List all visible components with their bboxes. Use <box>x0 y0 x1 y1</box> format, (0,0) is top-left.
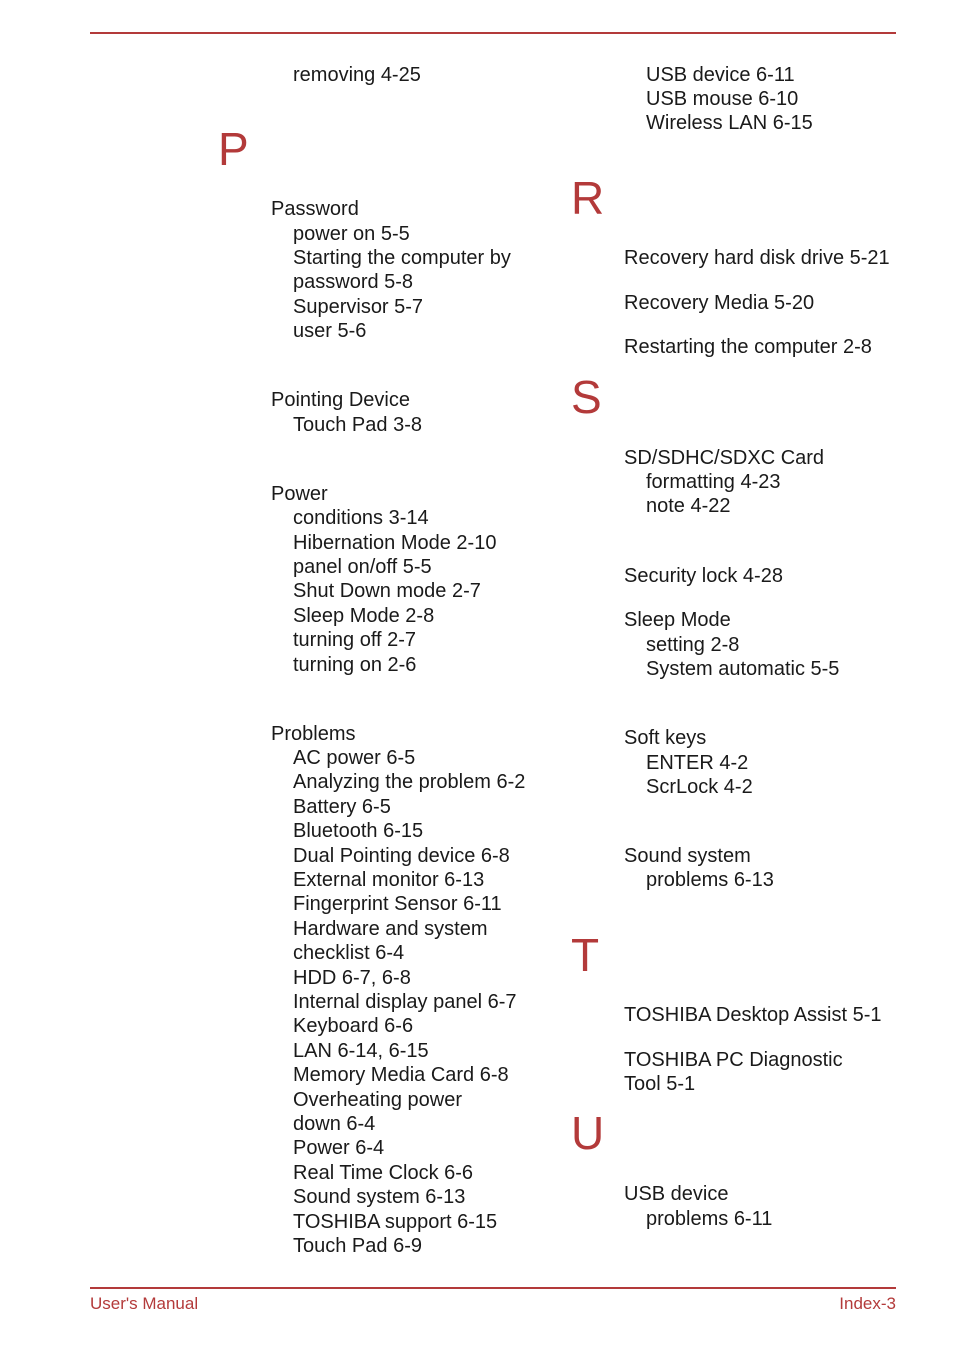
index-subentry: password 5-8 <box>293 271 414 293</box>
footer-page-number: Index-3 <box>839 1294 896 1313</box>
index-entry-recovery-media: Recovery Media 5-20 <box>624 292 815 314</box>
index-entry-removing: removing 4-25 <box>293 64 421 86</box>
index-subentry: power on 5-5 <box>293 223 410 245</box>
index-subentry: Internal display panel 6-7 <box>293 991 517 1013</box>
index-subentry: down 6-4 <box>293 1113 376 1135</box>
index-entry-security-lock: Security lock 4-28 <box>624 565 783 587</box>
index-heading-soft-keys: Soft keys <box>624 727 707 749</box>
index-entry-toshiba-assist: TOSHIBA Desktop Assist 5-1 <box>624 1004 882 1026</box>
index-subentry: conditions 3-14 <box>293 507 429 529</box>
index-subentry: USB mouse 6-10 <box>646 88 799 110</box>
section-letter-p: P <box>218 123 249 175</box>
index-subentry: HDD 6-7, 6-8 <box>293 967 411 989</box>
index-heading-sleep-mode: Sleep Mode <box>624 609 731 631</box>
index-subentry: Touch Pad 6-9 <box>293 1235 422 1257</box>
index-subentry: checklist 6-4 <box>293 942 405 964</box>
index-subentry: problems 6-11 <box>646 1208 773 1230</box>
index-heading-problems: Problems <box>271 723 356 745</box>
index-subentry: panel on/off 5-5 <box>293 556 432 578</box>
index-heading-sound-system: Sound system <box>624 845 751 867</box>
index-subentry: Overheating power <box>293 1089 462 1111</box>
footer-rule <box>90 1287 896 1289</box>
index-subentry: ENTER 4-2 <box>646 752 749 774</box>
section-letter-r: R <box>571 172 605 224</box>
index-heading-usb-device: USB device <box>624 1183 729 1205</box>
index-subentry: setting 2-8 <box>646 634 740 656</box>
index-subentry: formatting 4-23 <box>646 471 781 493</box>
footer-manual-title: User's Manual <box>90 1294 199 1313</box>
index-subentry: Analyzing the problem 6-2 <box>293 771 526 793</box>
index-subentry: user 5-6 <box>293 320 367 342</box>
index-subentry: AC power 6-5 <box>293 747 416 769</box>
index-subentry: System automatic 5-5 <box>646 658 840 680</box>
index-subentry: Keyboard 6-6 <box>293 1015 414 1037</box>
index-subentry: Hibernation Mode 2-10 <box>293 532 497 554</box>
index-subentry: Fingerprint Sensor 6-11 <box>293 893 502 915</box>
index-subentry: LAN 6-14, 6-15 <box>293 1040 429 1062</box>
index-subentry: External monitor 6-13 <box>293 869 485 891</box>
index-subentry: turning on 2-6 <box>293 654 417 676</box>
index-subentry: note 4-22 <box>646 495 731 517</box>
index-entry-toshiba-diagnostic: TOSHIBA PC Diagnostic <box>624 1049 843 1071</box>
index-subentry: Battery 6-5 <box>293 796 391 818</box>
section-letter-t: T <box>571 929 600 981</box>
index-subentry: Dual Pointing device 6-8 <box>293 845 510 867</box>
index-heading-pointing-device: Pointing Device <box>271 389 410 411</box>
section-letter-u: U <box>571 1107 605 1159</box>
index-heading-power: Power <box>271 483 328 505</box>
section-letter-s: S <box>571 371 602 423</box>
index-heading-password: Password <box>271 198 359 220</box>
index-subentry: Power 6-4 <box>293 1137 385 1159</box>
index-subentry: Bluetooth 6-15 <box>293 820 424 842</box>
index-subentry: Memory Media Card 6-8 <box>293 1064 509 1086</box>
index-subentry: Supervisor 5-7 <box>293 296 424 318</box>
index-entry-toshiba-diagnostic-cont: Tool 5-1 <box>624 1073 696 1095</box>
index-subentry: Wireless LAN 6-15 <box>646 112 813 134</box>
index-entry-restarting: Restarting the computer 2-8 <box>624 336 872 358</box>
index-subentry: Hardware and system <box>293 918 488 940</box>
index-subentry: Real Time Clock 6-6 <box>293 1162 474 1184</box>
header-rule <box>90 32 896 34</box>
index-subentry: USB device 6-11 <box>646 64 795 86</box>
index-subentry: TOSHIBA support 6-15 <box>293 1211 498 1233</box>
index-subentry: problems 6-13 <box>646 869 774 891</box>
index-heading-sd-card: SD/SDHC/SDXC Card <box>624 447 825 469</box>
index-subentry: Sound system 6-13 <box>293 1186 466 1208</box>
index-subentry: Starting the computer by <box>293 247 511 269</box>
index-entry-recovery-hdd: Recovery hard disk drive 5-21 <box>624 247 890 269</box>
index-subentry: Shut Down mode 2-7 <box>293 580 481 602</box>
index-subentry: turning off 2-7 <box>293 629 417 651</box>
index-subentry: Touch Pad 3-8 <box>293 414 422 436</box>
index-subentry: Sleep Mode 2-8 <box>293 605 435 627</box>
index-subentry: ScrLock 4-2 <box>646 776 753 798</box>
